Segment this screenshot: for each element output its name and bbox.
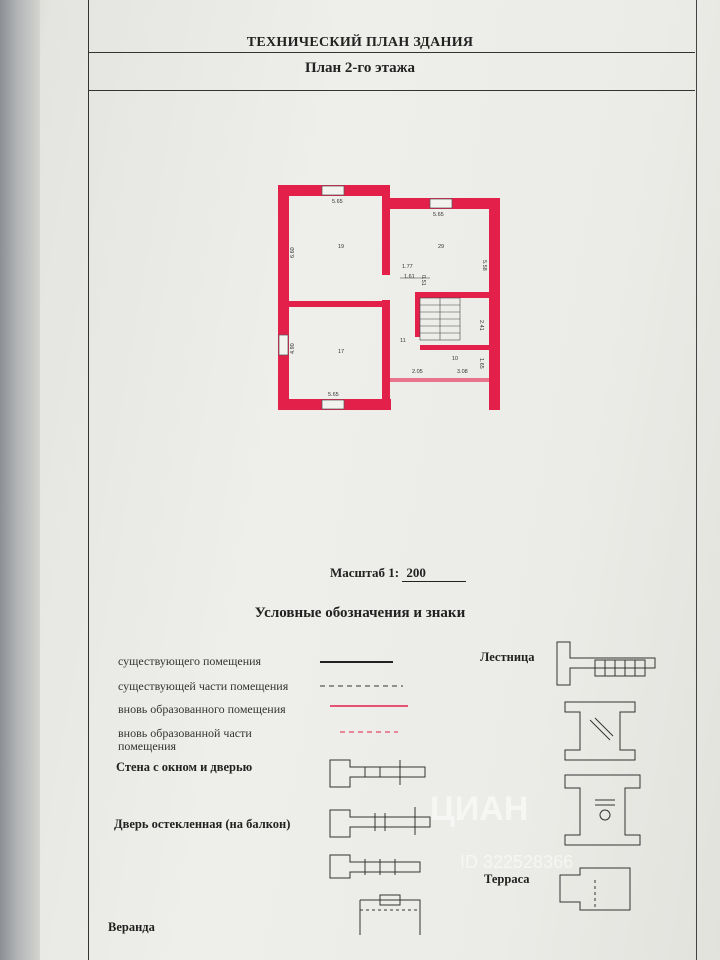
wall-center-top — [382, 185, 390, 275]
legend-stair-terrace-symbols — [555, 640, 665, 920]
legend-item-existing-part: существующей части помещения — [118, 679, 289, 693]
watermark-brand: ЦИАН — [430, 790, 529, 828]
wall-right — [489, 198, 500, 410]
dim-right-top: 5.58 — [481, 260, 487, 271]
wall-left — [278, 185, 289, 410]
dim-corridor-a: 1.77 — [402, 264, 413, 270]
wall-stair — [415, 292, 420, 337]
dim-bottom-d: 3.08 — [457, 369, 468, 375]
floor-plan — [270, 180, 510, 415]
stairs-symbol-2 — [565, 702, 635, 760]
room-number: 29 — [438, 244, 445, 250]
window-top-right — [430, 199, 452, 208]
legend-terrace: Терраса — [484, 872, 530, 886]
room-number: 17 — [338, 349, 345, 355]
scale-text: Масштаб 1: — [330, 565, 400, 580]
dim-bottom-left: 5.65 — [328, 392, 339, 398]
legend-wall-symbols — [325, 755, 435, 945]
legend-line-samples — [318, 650, 418, 740]
dim-left-top: 6.60 — [290, 247, 296, 258]
wall-horizontal-left — [289, 301, 382, 307]
stairs-symbol-3 — [565, 775, 640, 845]
legend-wall-window-door: Стена с окном и дверью — [116, 760, 253, 774]
floor-plan-title: План 2-го этажа — [304, 60, 416, 76]
floor-plan-drawing — [270, 180, 510, 415]
document-title: ТЕХНИЧЕСКИЙ ПЛАН ЗДАНИЯ — [246, 35, 474, 50]
wall-center-bottom — [382, 300, 390, 410]
dim-left-bottom: 4.90 — [290, 343, 296, 354]
room-number: 11 — [400, 338, 406, 344]
legend-glazed-door: Дверь остекленная (на балкон) — [114, 817, 291, 831]
wall-horizontal-right — [415, 292, 489, 298]
plan-walls — [278, 185, 500, 410]
wall-balcony-line — [390, 378, 489, 382]
window-bottom — [322, 400, 344, 409]
scale-value: 200 — [402, 565, 466, 582]
dim-corridor-c: 0.51 — [420, 275, 426, 286]
dim-top-left: 5.65 — [332, 199, 343, 205]
door-symbol — [330, 855, 420, 878]
wall-window-door-symbol — [330, 760, 425, 787]
legend-veranda: Веранда — [108, 920, 155, 934]
scale-label — [330, 565, 466, 582]
dim-right-mid: 2.41 — [478, 320, 484, 331]
room-number: 10 — [452, 356, 459, 362]
room-number: 19 — [338, 244, 345, 250]
wall-small-room — [420, 345, 489, 350]
watermark-id: ID 322528366 — [460, 852, 574, 872]
stairs-symbol — [420, 298, 460, 340]
dim-right-bottom: 1.65 — [478, 358, 484, 369]
stairs-symbol-1 — [557, 642, 655, 685]
legend-title: Условные обозначения и знаки — [254, 605, 466, 621]
legend-stairs: Лестница — [480, 650, 535, 664]
dim-top-right: 5.65 — [433, 212, 444, 218]
legend-item-new-room: вновь образованного помещения — [118, 702, 286, 716]
legend-item-existing-room: существующего помещения — [118, 654, 262, 668]
binder-spine — [0, 0, 40, 960]
window-left — [279, 335, 288, 355]
dim-bottom-c: 2.05 — [412, 369, 423, 375]
window-top-left — [322, 186, 344, 195]
dim-corridor-b: 1.61 — [404, 274, 415, 280]
legend-item-new-part: вновь образованной части помещения — [118, 726, 252, 753]
